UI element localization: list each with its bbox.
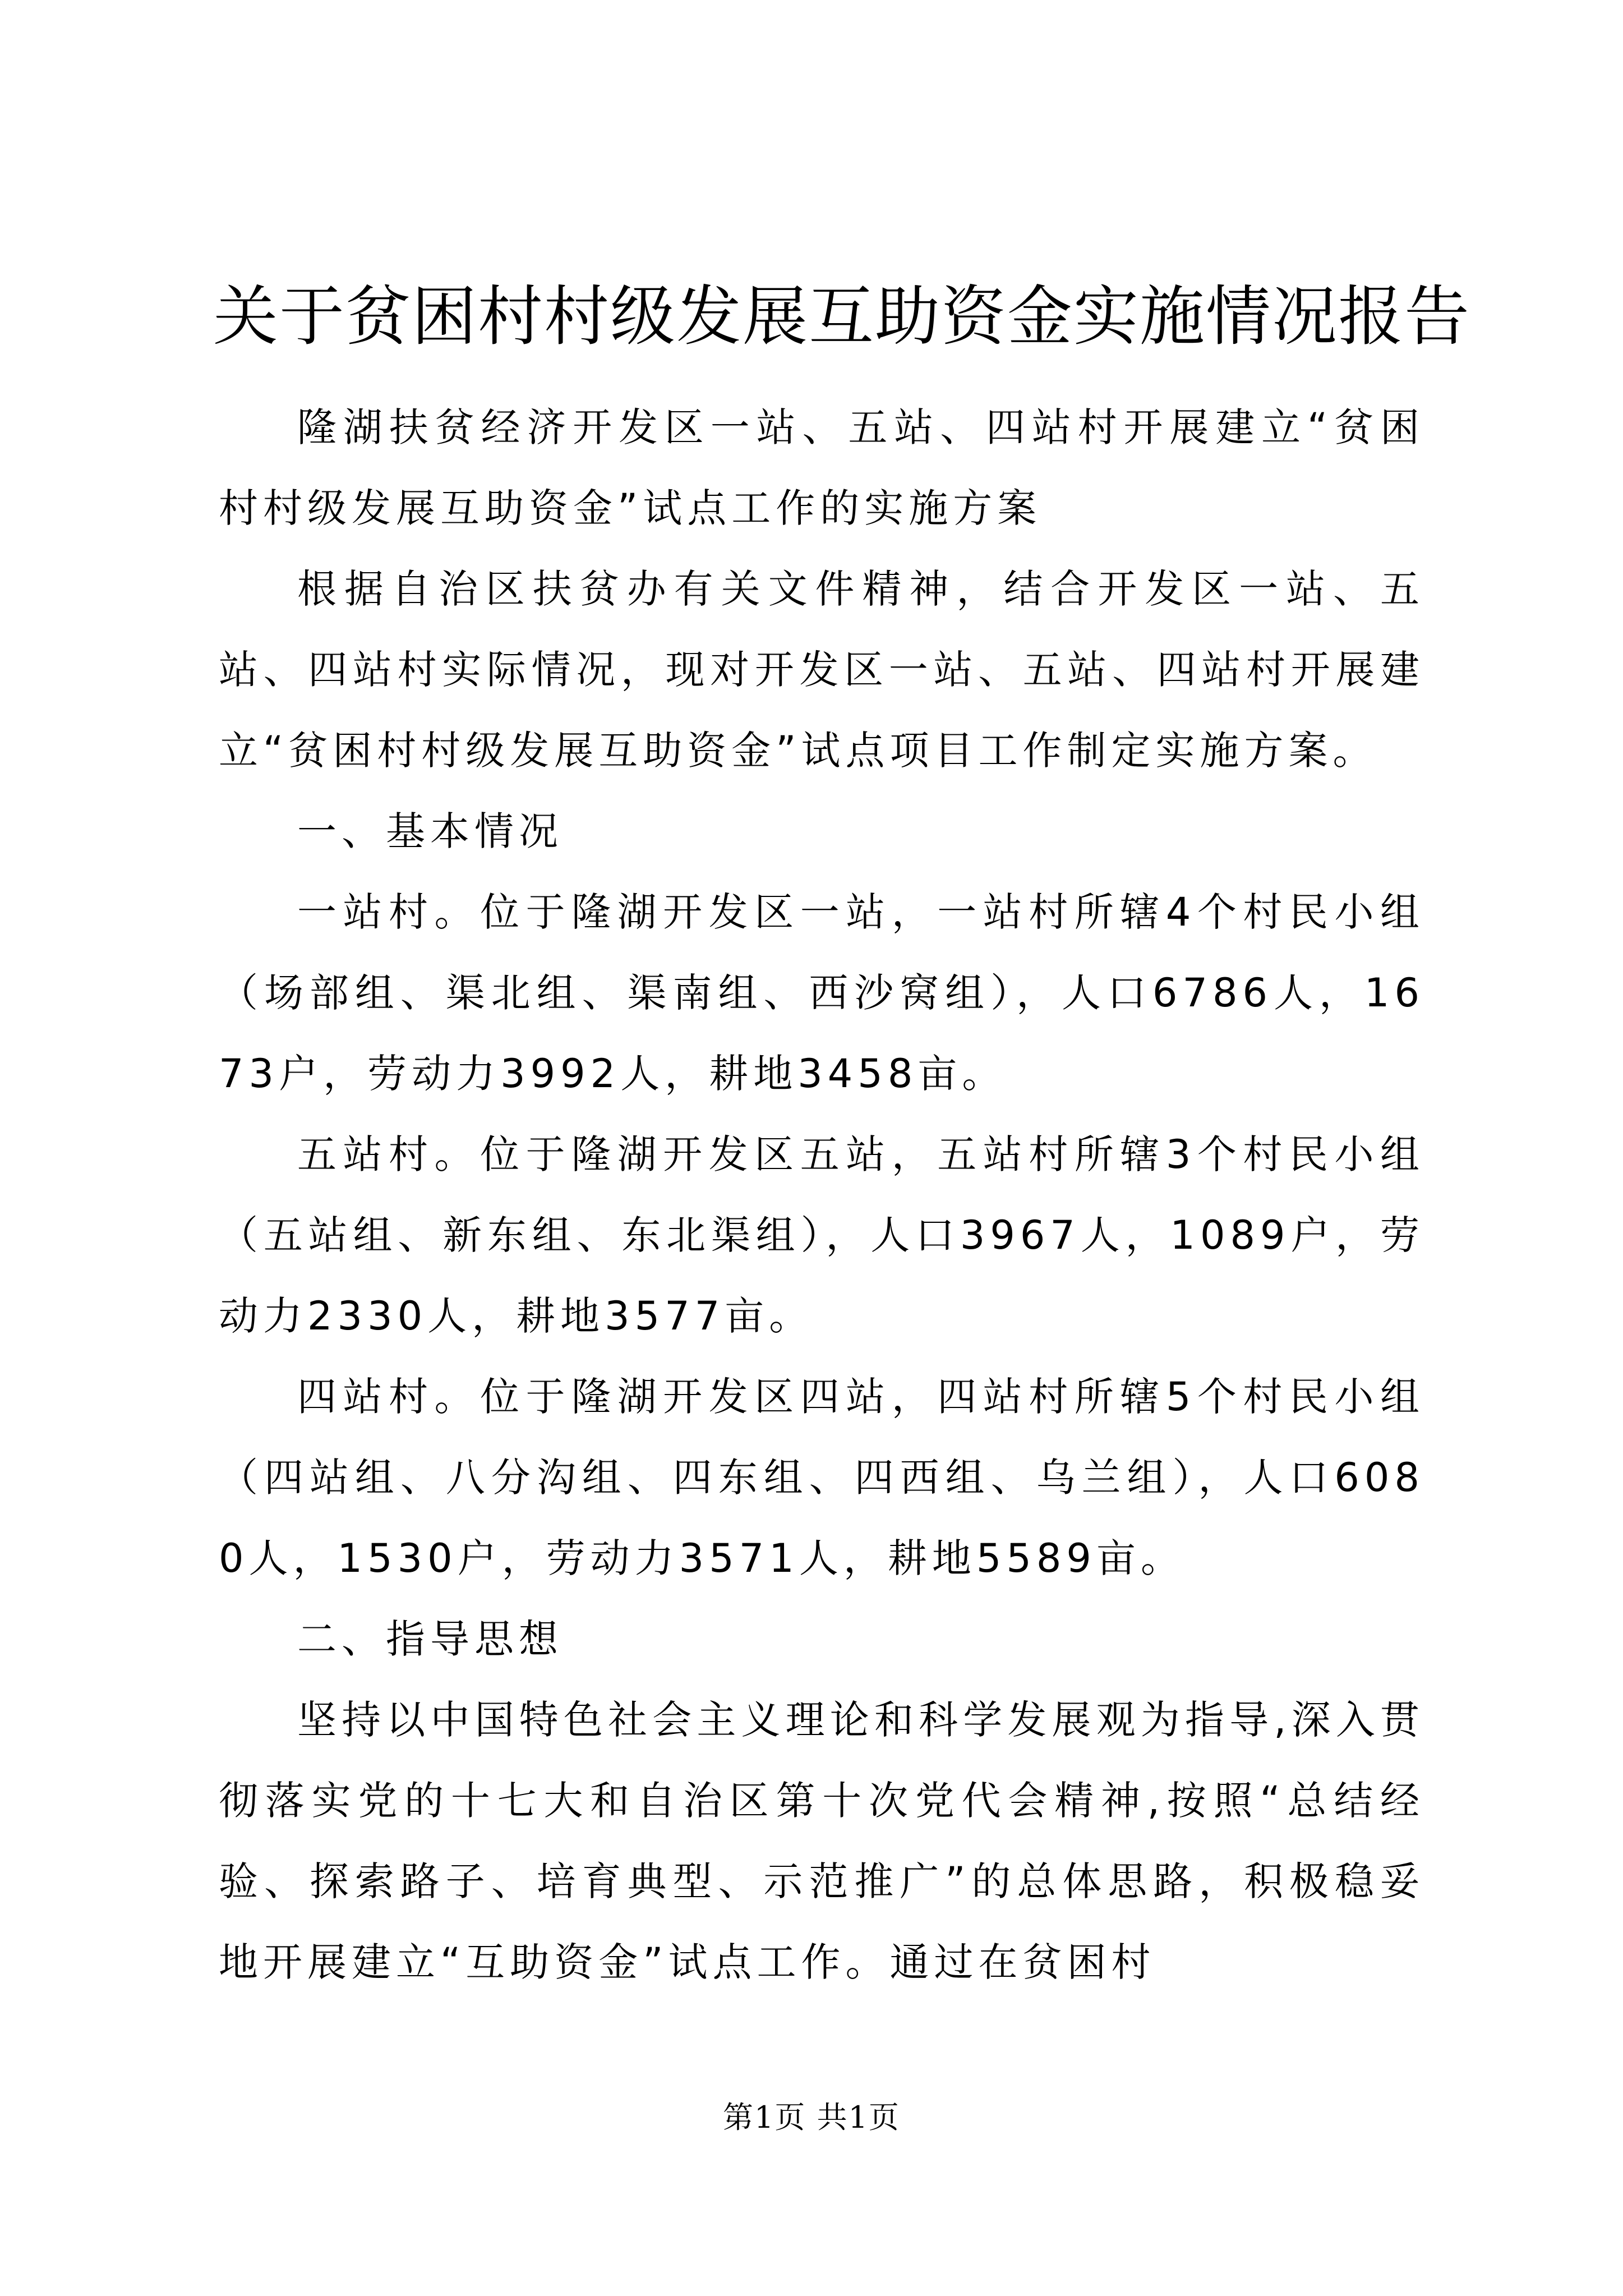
paragraph-wuzhan-village: 五站村。位于隆湖开发区五站，五站村所辖3个村民小组（五站组、新东组、东北渠组），人口3967人，1089户，劳动力2330人，耕地3577亩。 xyxy=(219,1131,1424,1339)
paragraph-plan-heading: 隆湖扶贫经济开发区一站、五站、四站村开展建立“贫困村村级发展互助资金”试点工作的实施方案 xyxy=(219,404,1424,531)
page-footer: 第1页 共1页 xyxy=(723,2100,900,2135)
paragraph-sizhan-village: 四站村。位于隆湖开发区四站，四站村所辖5个村民小组（四站组、八分沟组、四东组、四西组、乌兰组），人口6080人，1530户，劳动力3571人，耕地5589亩。 xyxy=(219,1374,1424,1581)
paragraph-intro: 根据自治区扶贫办有关文件精神，结合开发区一站、五站、四站村实际情况，现对开发区一站、五站、四站村开展建立“贫困村村级发展互助资金”试点项目工作制定实施方案。 xyxy=(219,566,1424,774)
document-title: 关于贫困村村级发展互助资金实施情况报告 xyxy=(213,279,1470,355)
section-heading-guiding-ideology: 二、指导思想 xyxy=(297,1616,563,1662)
paragraph-guiding-ideology: 坚持以中国特色社会主义理论和科学发展观为指导,深入贯彻落实党的十七大和自治区第十次党代会精神,按照“总结经验、探索路子、培育典型、示范推广”的总体思路，积极稳妥地开展建立“互助资金”试点工作。通过在贫困村 xyxy=(219,1697,1424,1985)
document-body xyxy=(219,387,1424,2003)
paragraph-yizhan-village: 一站村。位于隆湖开发区一站，一站村所辖4个村民小组（场部组、渠北组、渠南组、西沙窝组），人口6786人，1673户，劳动力3992人，耕地3458亩。 xyxy=(219,889,1424,1097)
section-heading-basic-situation: 一、基本情况 xyxy=(297,808,563,854)
